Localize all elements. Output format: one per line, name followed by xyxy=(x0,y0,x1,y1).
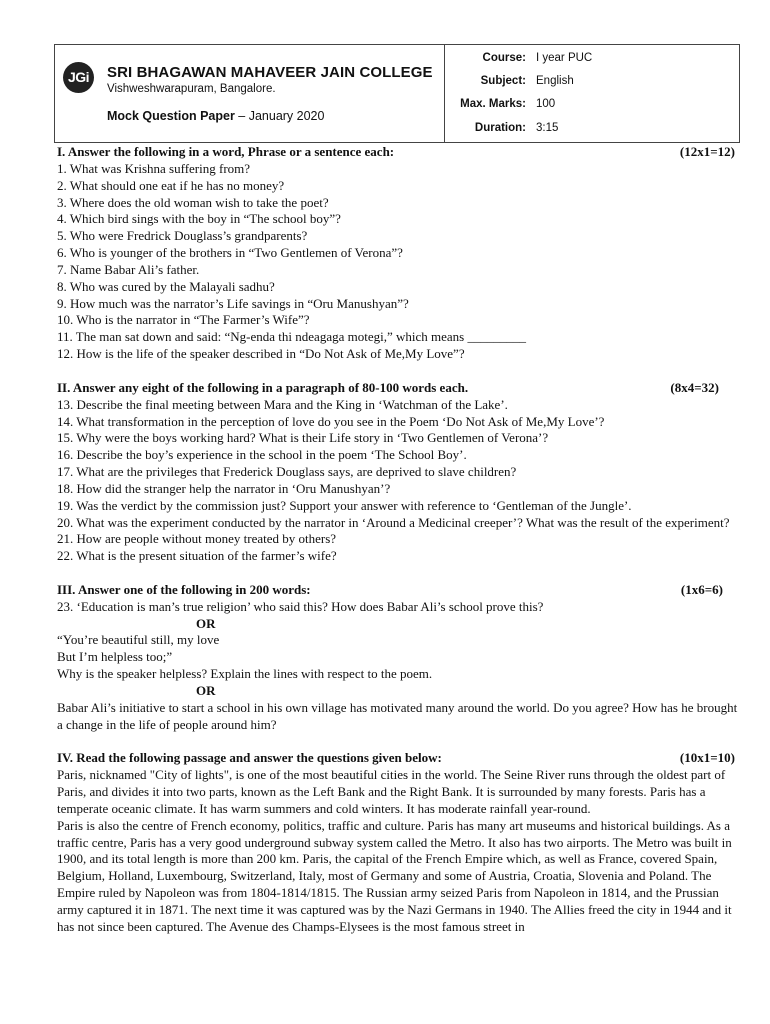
question-17: 17. What are the privileges that Frederick Douglass says, are deprived to slave children? xyxy=(57,464,517,480)
question-1: 1. What was Krishna suffering from? xyxy=(57,160,251,176)
question-15: 15. Why were the boys working hard? What is their Life story in ‘Two Gentlemen of Verona’? xyxy=(57,430,549,446)
question-19: 19. Was the verdict by the commission just? Support your answer with reference to ‘Gentleman of the Jungle’. xyxy=(57,497,632,513)
section-4-heading xyxy=(57,750,745,767)
section-marks: (10x1=10) xyxy=(679,750,735,766)
meta-key: Max. Marks: xyxy=(460,98,526,110)
meta-key: Duration: xyxy=(474,122,526,134)
section-title: II. Answer any eight of the following in a paragraph of 80-100 words each. xyxy=(57,379,469,395)
section-3-heading xyxy=(57,582,745,599)
question-11: 11. The man sat down and said: “Ng-enda thi ndeagaga motegi,” which means _________ xyxy=(57,329,526,345)
question-18: 18. How did the stranger help the narrator in ‘Oru Manushyan’? xyxy=(57,480,391,496)
section-marks: (1x6=6) xyxy=(680,581,723,597)
question-paper-body xyxy=(57,144,745,936)
question-3: 3. Where does the old woman wish to take the poet? xyxy=(57,194,329,210)
question-14: 14. What transformation in the perception of love do you see in the Poem ‘Do Not Ask of Me,My Love’? xyxy=(57,413,605,429)
section-marks: (8x4=32) xyxy=(670,379,719,395)
meta-value: English xyxy=(536,75,574,87)
meta-value: I year PUC xyxy=(536,52,593,64)
question-5: 5. Who were Fredrick Douglass’s grandparents? xyxy=(57,228,308,244)
section-1-heading xyxy=(57,144,745,161)
college-location: Vishweshwarapuram, Bangalore. xyxy=(107,83,276,95)
question-10: 10. Who is the narrator in “The Farmer’s Wife”? xyxy=(57,312,310,328)
section-marks: (12x1=12) xyxy=(679,144,735,159)
poem-question: Why is the speaker helpless? Explain the lines with respect to the poem. xyxy=(57,666,433,682)
question-23: 23. ‘Education is man’s true religion’ who said this? How does Babar Ali’s school prove this? xyxy=(57,598,544,614)
question-22: 22. What is the present situation of the farmer’s wife? xyxy=(57,548,337,564)
paper-title xyxy=(107,109,324,123)
question-12: 12. How is the life of the speaker described in “Do Not Ask of Me,My Love”? xyxy=(57,346,465,362)
question-20: 20. What was the experiment conducted by the narrator in ‘Around a Medicinal creeper’? What was the result of the experiment? xyxy=(57,514,730,530)
question-4: 4. Which bird sings with the boy in “The school boy”? xyxy=(57,211,341,227)
meta-key: Subject: xyxy=(480,75,526,87)
question-2: 2. What should one eat if he has no money? xyxy=(57,177,285,193)
question-6: 6. Who is younger of the brothers in “Two Gentlemen of Verona”? xyxy=(57,245,403,261)
babar-ali-question: Babar Ali’s initiative to start a school in his own village has motivated many around the world. Do you agree? How has he brought a change in the life of people around him? xyxy=(57,699,738,732)
or-divider: OR xyxy=(196,615,216,631)
question-7: 7. Name Babar Ali’s father. xyxy=(57,261,200,277)
paper-label: Mock Question Paper xyxy=(107,109,235,123)
question-8: 8. Who was cured by the Malayali sadhu? xyxy=(57,278,275,294)
section-title: IV. Read the following passage and answer the questions given below: xyxy=(57,750,442,766)
question-16: 16. Describe the boy’s experience in the school in the poem ‘The School Boy’. xyxy=(57,447,467,463)
college-logo: JGi xyxy=(63,62,94,93)
header-divider xyxy=(444,45,445,142)
poem-line-1: “You’re beautiful still, my love xyxy=(57,632,220,648)
question-21: 21. How are people without money treated by others? xyxy=(57,531,337,547)
question-13: 13. Describe the final meeting between Mara and the King in ‘Watchman of the Lake’. xyxy=(57,396,508,412)
passage-paragraph-1: Paris, nicknamed "City of lights", is one of the most beautiful cities in the world. The Seine River runs through the oldest part of Paris, and divides it into two parts, known as the Left Bank and the Right Bank. It is surrounded by many forests. Paris has a temperate oceanic climate. It has warm summers and cold winters. It has moderate rainfall year-round. xyxy=(57,767,726,816)
meta-value: 3:15 xyxy=(536,122,559,134)
paper-date: – January 2020 xyxy=(234,109,325,123)
section-title: I. Answer the following in a word, Phrase or a sentence each: xyxy=(57,144,395,159)
section-title: III. Answer one of the following in 200 words: xyxy=(57,581,311,597)
meta-key: Course: xyxy=(482,52,526,64)
header-box xyxy=(54,44,740,143)
section-2-heading xyxy=(57,380,745,397)
or-divider: OR xyxy=(196,683,216,698)
question-9: 9. How much was the narrator’s Life savings in “Oru Manushyan”? xyxy=(57,295,409,311)
meta-value: 100 xyxy=(536,98,556,110)
passage-paragraph-2: Paris is also the centre of French economy, politics, traffic and culture. Paris has many art museums and historical buildings. As a traffic centre, Paris has a very good underground subway system called the Metro. It also has two airports. The Metro was built in 1900, and its total length is more than 200 km. Paris, the capital of the French Empire which, as well as France, covered Spain, Belgium, Holland, Luxembourg, Switzerland, Italy, most of Germany and some of Austria, Croatia, Slovenia and Poland. The Empire ruled by Napoleon was from 1804-1814/1815. The Russian army seized Paris from Napoleon in 1814, and the Prussian army captured it in 1871. The next time it was captured was by the Nazi Germans in 1940. The Allies freed the city in 1944 and it has not since been captured. The Avenue des Champs-Elysees is the most famous street in xyxy=(57,817,732,934)
college-name: SRI BHAGAWAN MAHAVEER JAIN COLLEGE xyxy=(107,64,433,81)
poem-line-2: But I’m helpless too;” xyxy=(57,649,173,665)
